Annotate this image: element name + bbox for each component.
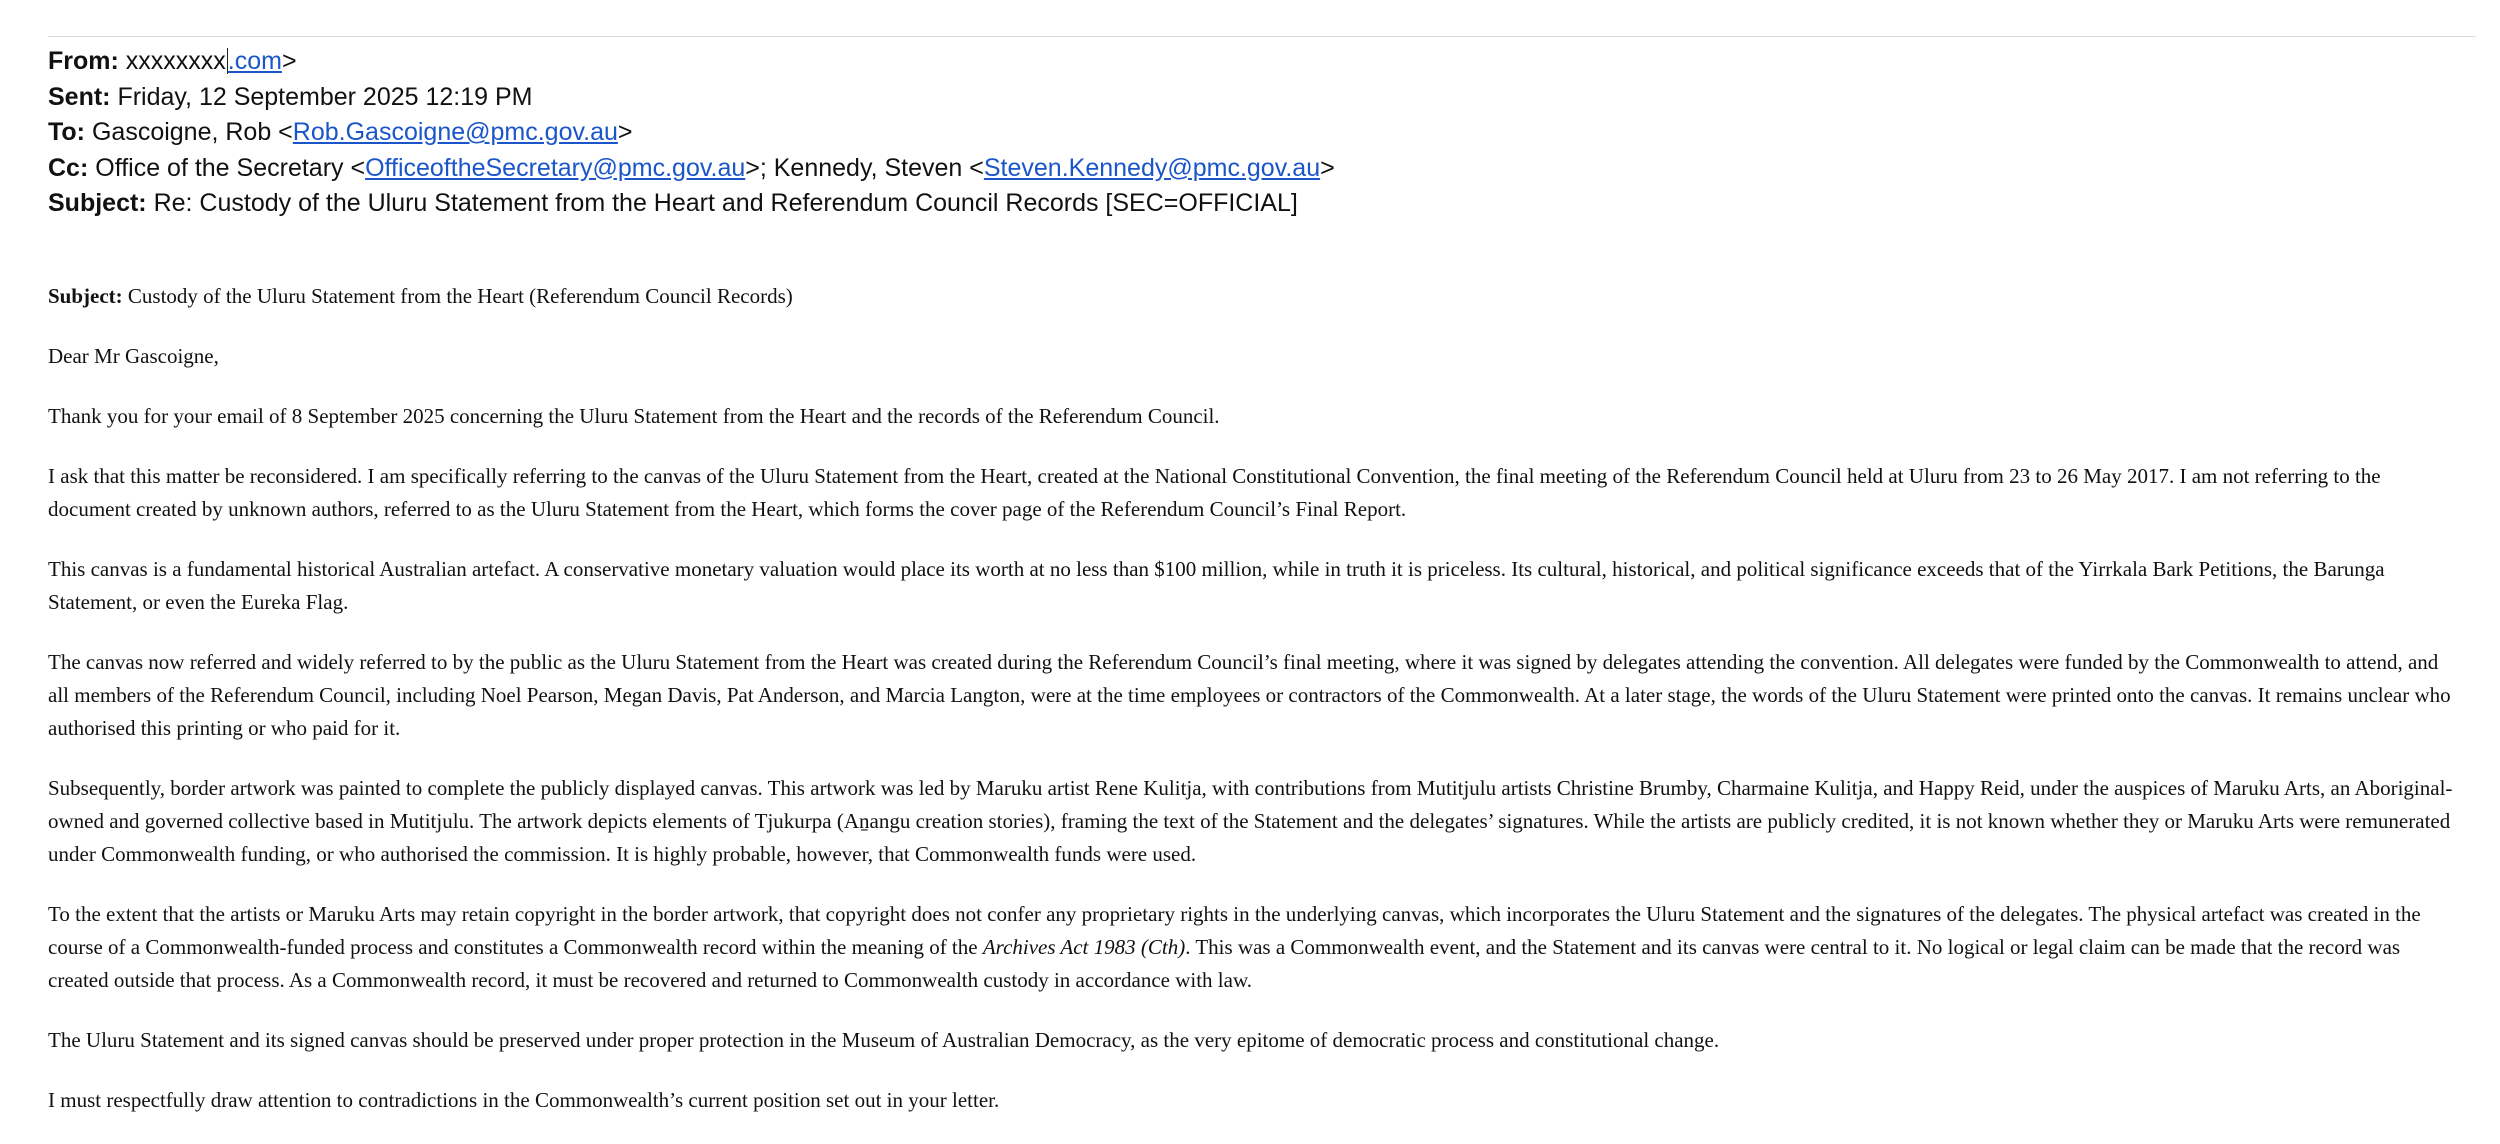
cc-name-1: Office of the Secretary <	[95, 153, 366, 182]
header-divider	[48, 36, 2476, 37]
to-name: Gascoigne, Rob <	[91, 118, 293, 146]
paragraph-5: Subsequently, border artwork was painted to complete the publicly displayed canvas. This artwork was led by Maruku artist Rene Kulitja, with contributions from Mutitjulu artists Christine Brumby, Charmaine Kulitja, and Happy Reid, under the auspices of Maruku Arts, an Aboriginal-owned and governed collective based in Mutitjulu. The artwork depicts elements of Tjukurpa (Aṉangu creation stories), framing the text of the Statement and the delegates’ signatures. While the artists are publicly credited, it is not known whether they or Maruku Arts were remunerated under Commonwealth funding, or who authorised the commission. It is highly probable, however, that Commonwealth funds were used.	[48, 776, 2453, 866]
cc-email-link-1[interactable]: OfficeoftheSecretary@pmc.gov.au	[365, 153, 746, 182]
subject-label: Subject:	[48, 189, 147, 217]
sent-value: Friday, 12 September 2025 12:19 PM	[117, 82, 533, 111]
from-value: xxxxxxxx	[125, 47, 226, 75]
sent-line	[48, 80, 2448, 116]
from-label: From:	[48, 47, 119, 75]
email-body	[48, 280, 2458, 1144]
sent-label: Sent:	[48, 82, 111, 111]
letter-subject-label: Subject:	[48, 284, 123, 308]
from-suffix: >	[281, 47, 297, 75]
subject-value: Re: Custody of the Uluru Statement from the Heart and Referendum Council Records [SEC=OFFICIAL]	[153, 189, 1298, 217]
subject-line	[48, 186, 2448, 222]
to-email-link[interactable]: Rob.Gascoigne@pmc.gov.au	[292, 118, 618, 146]
cc-label: Cc:	[48, 153, 89, 182]
to-suffix: >	[617, 118, 633, 146]
paragraph-6-start: To the extent that the artists or Maruku Arts may retain copyright in the border artwork, that copyright does not confer any proprietary rights in the underlying canvas, which incorporates the Uluru Statement and the signatures of the delegates. The physical artefact was created in the course of a Commonwealth-funded process and constitutes a Commonwealth record within the meaning of the	[48, 902, 2421, 959]
cc-suffix: >	[1320, 153, 1335, 182]
cc-between: >; Kennedy, Steven <	[745, 153, 984, 182]
from-line	[48, 44, 2448, 80]
paragraph-6	[48, 898, 2458, 997]
paragraph-8: I must respectfully draw attention to contradictions in the Commonwealth’s current position set out in your letter.	[48, 1088, 1000, 1112]
paragraph-1: Thank you for your email of 8 September 2025 concerning the Uluru Statement from the Heart and the records of the Referendum Council.	[48, 404, 1220, 428]
email-header	[48, 44, 2448, 222]
paragraph-4: The canvas now referred and widely referred to by the public as the Uluru Statement from the Heart was created during the Referendum Council’s final meeting, where it was signed by delegates attending the convention. All delegates were funded by the Commonwealth to attend, and all members of the Referendum Council, including Noel Pearson, Megan Davis, Pat Anderson, and Marcia Langton, were at the time employees or contractors of the Commonwealth. At a later stage, the words of the Uluru Statement were printed onto the canvas. It remains unclear who authorised this printing or who paid for it.	[48, 650, 2451, 740]
letter-subject-value: Custody of the Uluru Statement from the Heart (Referendum Council Records)	[127, 284, 793, 308]
salutation: Dear Mr Gascoigne,	[48, 344, 219, 368]
cc-line	[48, 151, 2448, 187]
cc-email-link-2[interactable]: Steven.Kennedy@pmc.gov.au	[983, 153, 1321, 182]
from-email-link[interactable]: .com	[227, 47, 282, 75]
letter-subject	[48, 280, 2458, 313]
archives-act-citation: Archives Act 1983 (Cth)	[982, 935, 1186, 959]
paragraph-7: The Uluru Statement and its signed canvas should be preserved under proper protection in the Museum of Australian Democracy, as the very epitome of democratic process and constitutional change.	[48, 1028, 1720, 1052]
paragraph-3: This canvas is a fundamental historical Australian artefact. A conservative monetary valuation would place its worth at no less than $100 million, while in truth it is priceless. Its cultural, historical, and political significance exceeds that of the Yirrkala Bark Petitions, the Barunga Statement, or even the Eureka Flag.	[48, 557, 2385, 614]
to-line	[48, 115, 2448, 151]
to-label: To:	[48, 118, 86, 146]
paragraph-2: I ask that this matter be reconsidered. I am specifically referring to the canvas of the Uluru Statement from the Heart, created at the National Constitutional Convention, the final meeting of the Referendum Council held at Uluru from 23 to 26 May 2017. I am not referring to the document created by unknown authors, referred to as the Uluru Statement from the Heart, which forms the cover page of the Referendum Council’s Final Report.	[48, 464, 2381, 521]
paragraph-6-end: . This was a Commonwealth event, and the Statement and its canvas were central to it. No logical or legal claim can be made that the record was created outside that process. As a Commonwealth record, it must be recovered and returned to Commonwealth custody in accordance with law.	[48, 935, 2401, 992]
